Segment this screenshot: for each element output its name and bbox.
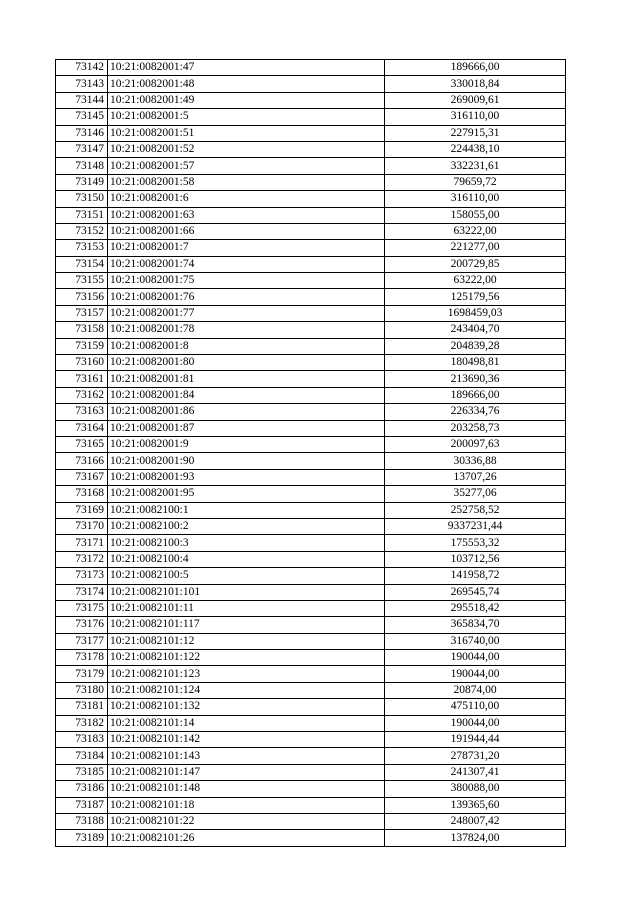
table-row [56,158,566,174]
row-number-cell: 73174 [56,584,108,600]
row-number-cell: 73166 [56,453,108,469]
cadastral-value-cell: 189666,00 [385,387,566,403]
cadastral-number-cell: 10:21:0082100:1 [108,502,385,518]
cadastral-number-cell: 10:21:0082001:93 [108,469,385,485]
row-number-cell: 73185 [56,764,108,780]
table-row [56,76,566,92]
table-row [56,666,566,682]
cadastral-number-cell: 10:21:0082001:58 [108,174,385,190]
row-number-cell: 73176 [56,617,108,633]
cadastral-value-cell: 190044,00 [385,715,566,731]
cadastral-number-cell: 10:21:0082001:49 [108,92,385,108]
cadastral-value-cell: 227915,31 [385,125,566,141]
row-number-cell: 73175 [56,600,108,616]
cadastral-number-cell: 10:21:0082101:142 [108,732,385,748]
row-number-cell: 73144 [56,92,108,108]
cadastral-number-cell: 10:21:0082101:147 [108,764,385,780]
table-row [56,748,566,764]
cadastral-number-cell: 10:21:0082001:47 [108,60,385,76]
cadastral-number-cell: 10:21:0082001:48 [108,76,385,92]
cadastral-value-cell: 190044,00 [385,666,566,682]
row-number-cell: 73151 [56,207,108,223]
table-row [56,715,566,731]
table-row [56,420,566,436]
row-number-cell: 73149 [56,174,108,190]
row-number-cell: 73164 [56,420,108,436]
cadastral-value-cell: 278731,20 [385,748,566,764]
cadastral-value-table [55,59,566,847]
cadastral-value-cell: 243404,70 [385,322,566,338]
cadastral-number-cell: 10:21:0082001:52 [108,141,385,157]
row-number-cell: 73163 [56,404,108,420]
cadastral-value-cell: 190044,00 [385,650,566,666]
cadastral-number-cell: 10:21:0082001:66 [108,223,385,239]
cadastral-number-cell: 10:21:0082001:78 [108,322,385,338]
cadastral-number-cell: 10:21:0082101:124 [108,682,385,698]
cadastral-value-cell: 141958,72 [385,568,566,584]
row-number-cell: 73159 [56,338,108,354]
row-number-cell: 73148 [56,158,108,174]
table-row [56,813,566,829]
cadastral-number-cell: 10:21:0082001:7 [108,240,385,256]
row-number-cell: 73180 [56,682,108,698]
table-row [56,600,566,616]
cadastral-value-cell: 475110,00 [385,699,566,715]
table-row [56,404,566,420]
cadastral-number-cell: 10:21:0082001:51 [108,125,385,141]
cadastral-number-cell: 10:21:0082100:2 [108,518,385,534]
row-number-cell: 73155 [56,273,108,289]
table-row [56,273,566,289]
cadastral-value-cell: 330018,84 [385,76,566,92]
cadastral-value-cell: 63222,00 [385,223,566,239]
table-row [56,764,566,780]
cadastral-value-cell: 35277,06 [385,486,566,502]
row-number-cell: 73152 [56,223,108,239]
cadastral-value-cell: 295518,42 [385,600,566,616]
row-number-cell: 73156 [56,289,108,305]
cadastral-value-cell: 269545,74 [385,584,566,600]
cadastral-value-cell: 365834,70 [385,617,566,633]
row-number-cell: 73170 [56,518,108,534]
row-number-cell: 73187 [56,797,108,813]
cadastral-value-cell: 137824,00 [385,830,566,846]
cadastral-number-cell: 10:21:0082001:6 [108,191,385,207]
table-row [56,486,566,502]
cadastral-number-cell: 10:21:0082101:117 [108,617,385,633]
table-row [56,797,566,813]
table-body [56,60,566,847]
table-row [56,60,566,76]
row-number-cell: 73154 [56,256,108,272]
table-row [56,240,566,256]
row-number-cell: 73188 [56,813,108,829]
row-number-cell: 73142 [56,60,108,76]
cadastral-value-cell: 380088,00 [385,781,566,797]
row-number-cell: 73181 [56,699,108,715]
row-number-cell: 73160 [56,355,108,371]
cadastral-value-cell: 204839,28 [385,338,566,354]
table-row [56,109,566,125]
table-row [56,92,566,108]
row-number-cell: 73161 [56,371,108,387]
cadastral-number-cell: 10:21:0082101:18 [108,797,385,813]
table-row [56,650,566,666]
row-number-cell: 73182 [56,715,108,731]
table-row [56,256,566,272]
cadastral-number-cell: 10:21:0082001:63 [108,207,385,223]
cadastral-value-cell: 191944,44 [385,732,566,748]
cadastral-value-cell: 139365,60 [385,797,566,813]
table-row [56,535,566,551]
table-row [56,502,566,518]
table-row [56,584,566,600]
row-number-cell: 73178 [56,650,108,666]
row-number-cell: 73158 [56,322,108,338]
cadastral-value-cell: 103712,56 [385,551,566,567]
cadastral-value-cell: 189666,00 [385,60,566,76]
cadastral-number-cell: 10:21:0082101:148 [108,781,385,797]
row-number-cell: 73146 [56,125,108,141]
cadastral-value-cell: 221277,00 [385,240,566,256]
cadastral-number-cell: 10:21:0082001:86 [108,404,385,420]
cadastral-value-cell: 175553,32 [385,535,566,551]
cadastral-value-cell: 79659,72 [385,174,566,190]
row-number-cell: 73172 [56,551,108,567]
row-number-cell: 73162 [56,387,108,403]
cadastral-value-cell: 63222,00 [385,273,566,289]
cadastral-value-cell: 158055,00 [385,207,566,223]
cadastral-value-cell: 200097,63 [385,436,566,452]
table-row [56,371,566,387]
cadastral-value-cell: 200729,85 [385,256,566,272]
cadastral-number-cell: 10:21:0082101:14 [108,715,385,731]
row-number-cell: 73189 [56,830,108,846]
table-row [56,289,566,305]
cadastral-value-cell: 226334,76 [385,404,566,420]
table-row [56,141,566,157]
row-number-cell: 73143 [56,76,108,92]
cadastral-number-cell: 10:21:0082101:22 [108,813,385,829]
table-row [56,518,566,534]
table-row [56,191,566,207]
table-row [56,453,566,469]
cadastral-number-cell: 10:21:0082001:76 [108,289,385,305]
cadastral-number-cell: 10:21:0082101:123 [108,666,385,682]
row-number-cell: 73177 [56,633,108,649]
table-row [56,617,566,633]
row-number-cell: 73169 [56,502,108,518]
row-number-cell: 73153 [56,240,108,256]
table-row [56,305,566,321]
cadastral-number-cell: 10:21:0082001:77 [108,305,385,321]
table-row [56,568,566,584]
row-number-cell: 73173 [56,568,108,584]
table-row [56,633,566,649]
cadastral-number-cell: 10:21:0082101:132 [108,699,385,715]
cadastral-value-cell: 316740,00 [385,633,566,649]
table-row [56,174,566,190]
cadastral-number-cell: 10:21:0082101:26 [108,830,385,846]
row-number-cell: 73167 [56,469,108,485]
row-number-cell: 73171 [56,535,108,551]
cadastral-number-cell: 10:21:0082101:143 [108,748,385,764]
cadastral-value-cell: 224438,10 [385,141,566,157]
cadastral-value-cell: 20874,00 [385,682,566,698]
cadastral-value-cell: 316110,00 [385,109,566,125]
table-row [56,125,566,141]
cadastral-number-cell: 10:21:0082101:11 [108,600,385,616]
cadastral-value-cell: 125179,56 [385,289,566,305]
table-row [56,387,566,403]
cadastral-number-cell: 10:21:0082001:90 [108,453,385,469]
cadastral-number-cell: 10:21:0082001:95 [108,486,385,502]
row-number-cell: 73184 [56,748,108,764]
cadastral-value-cell: 203258,73 [385,420,566,436]
row-number-cell: 73157 [56,305,108,321]
table-row [56,322,566,338]
cadastral-number-cell: 10:21:0082101:122 [108,650,385,666]
cadastral-number-cell: 10:21:0082100:5 [108,568,385,584]
table-row [56,355,566,371]
cadastral-value-cell: 248007,42 [385,813,566,829]
cadastral-number-cell: 10:21:0082100:3 [108,535,385,551]
table-row [56,699,566,715]
cadastral-value-cell: 316110,00 [385,191,566,207]
table-row [56,830,566,846]
cadastral-value-cell: 252758,52 [385,502,566,518]
table-row [56,207,566,223]
row-number-cell: 73179 [56,666,108,682]
table-row [56,551,566,567]
cadastral-value-cell: 9337231,44 [385,518,566,534]
table-row [56,682,566,698]
cadastral-value-cell: 30336,88 [385,453,566,469]
cadastral-number-cell: 10:21:0082001:84 [108,387,385,403]
cadastral-value-cell: 180498,81 [385,355,566,371]
table-row [56,781,566,797]
cadastral-value-cell: 213690,36 [385,371,566,387]
cadastral-number-cell: 10:21:0082101:101 [108,584,385,600]
row-number-cell: 73168 [56,486,108,502]
cadastral-number-cell: 10:21:0082100:4 [108,551,385,567]
cadastral-number-cell: 10:21:0082001:57 [108,158,385,174]
cadastral-number-cell: 10:21:0082001:80 [108,355,385,371]
cadastral-value-cell: 269009,61 [385,92,566,108]
row-number-cell: 73183 [56,732,108,748]
cadastral-value-cell: 241307,41 [385,764,566,780]
cadastral-number-cell: 10:21:0082001:5 [108,109,385,125]
row-number-cell: 73165 [56,436,108,452]
table-row [56,469,566,485]
cadastral-number-cell: 10:21:0082001:81 [108,371,385,387]
row-number-cell: 73186 [56,781,108,797]
table-row [56,338,566,354]
cadastral-number-cell: 10:21:0082001:75 [108,273,385,289]
table-row [56,223,566,239]
row-number-cell: 73147 [56,141,108,157]
cadastral-number-cell: 10:21:0082101:12 [108,633,385,649]
cadastral-number-cell: 10:21:0082001:74 [108,256,385,272]
table-row [56,732,566,748]
cadastral-value-cell: 13707,26 [385,469,566,485]
cadastral-number-cell: 10:21:0082001:9 [108,436,385,452]
cadastral-value-cell: 1698459,03 [385,305,566,321]
cadastral-number-cell: 10:21:0082001:87 [108,420,385,436]
cadastral-value-cell: 332231,61 [385,158,566,174]
cadastral-number-cell: 10:21:0082001:8 [108,338,385,354]
row-number-cell: 73150 [56,191,108,207]
table-row [56,436,566,452]
row-number-cell: 73145 [56,109,108,125]
